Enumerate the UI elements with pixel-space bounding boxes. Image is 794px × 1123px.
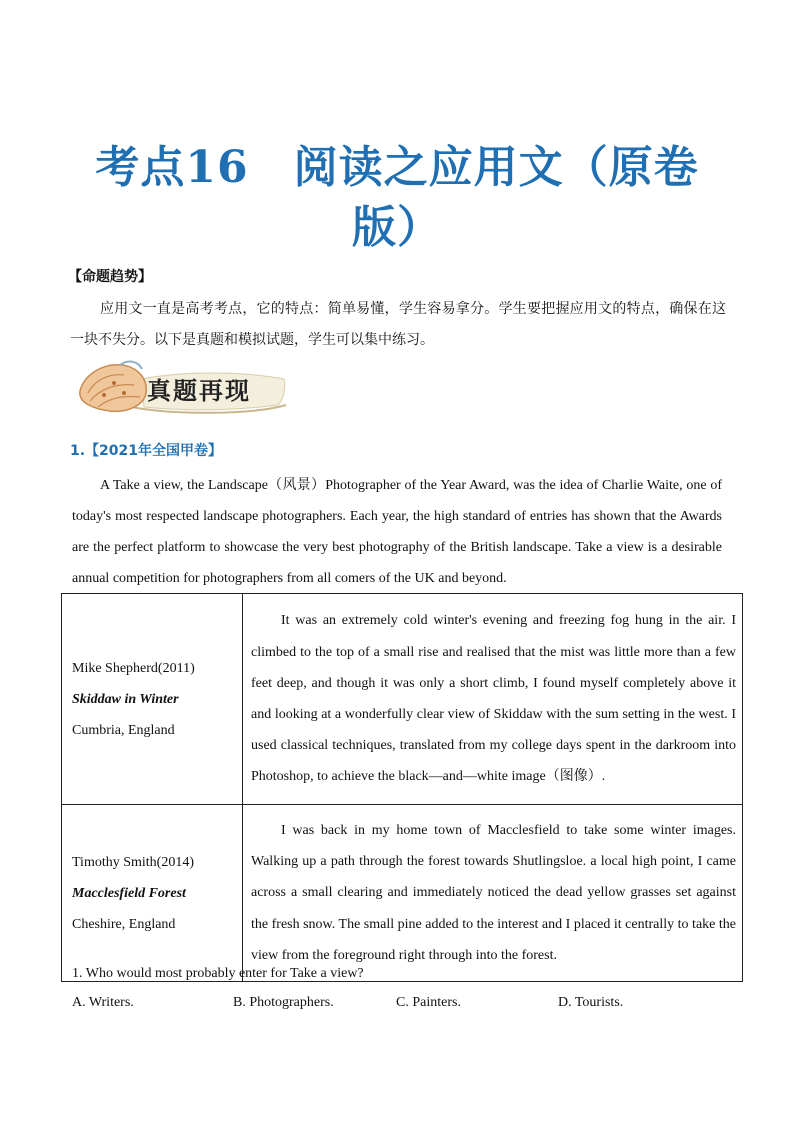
entry-meta-cell	[62, 805, 243, 982]
table-row	[62, 805, 743, 982]
entry-work-title: Macclesfield Forest	[72, 885, 186, 901]
page-title	[40, 138, 754, 258]
trend-heading: 【命题趋势】	[68, 269, 152, 285]
question-set-heading: 1.【2021年全国甲卷】	[70, 443, 223, 459]
entry-location: Cheshire, England	[72, 916, 176, 932]
answer-options	[72, 995, 732, 1017]
option-a: A. Writers.	[72, 995, 134, 1010]
entry-author: Mike Shepherd(2011)	[72, 660, 195, 676]
entry-meta-cell	[62, 594, 243, 805]
entry-location: Cumbria, England	[72, 722, 175, 738]
passage-paragraph: A Take a view, the Landscape（风景）Photographer of the Year Award, was the idea of Charlie Waite, one of today's most respected landscape photographers. Each year, the high standard of entries has shown that the Awards are the perfect platform to showcase the very best photography of the British landscape. Take a view is a desirable annual competition for photographers from all comers of the UK and beyond.	[72, 478, 722, 586]
title-line-2: 版）	[352, 202, 442, 253]
option-c: C. Painters.	[396, 995, 461, 1010]
option-d: D. Tourists.	[558, 995, 624, 1010]
entry-work-title: Skiddaw in Winter	[72, 691, 179, 707]
question-text: 1. Who would most probably enter for Take a view?	[72, 966, 364, 981]
title-line-1: 考点16 阅读之应用文（原卷	[95, 142, 699, 193]
table-row	[62, 594, 743, 805]
option-b: B. Photographers.	[233, 995, 334, 1010]
entry-description: I was back in my home town of Macclesfield to take some winter images. Walking up a path through the forest towards Shutlingsloe. a local high point, I came across a small clearing and immediately noticed the dead yellow grasses set against the fresh snow. The small pine added to the interest and I placed it centrally to take the view from the foreground right through into the forest.	[243, 805, 743, 982]
entries-table	[61, 593, 743, 982]
entry-description: It was an extremely cold winter's evening and freezing fog hung in the air. I climbed to the top of a small rise and realised that the mist was little more than a few feet deep, and though it was only a short climb, I found myself completely above it and looking at a wonderfully clear view of Skiddaw with the sum setting in the west. I used classical techniques, translated from my college days spent in the darkroom into Photoshop, to achieve the black—and—white image（图像）.	[243, 594, 743, 805]
trend-paragraph: 应用文一直是高考考点，它的特点：简单易懂，学生容易拿分。学生要把握应用文的特点，确保在这一块不失分。以下是真题和模拟试题，学生可以集中练习。	[70, 301, 726, 348]
entry-author: Timothy Smith(2014)	[72, 854, 195, 870]
section-banner-label: 真题再现	[147, 376, 251, 405]
